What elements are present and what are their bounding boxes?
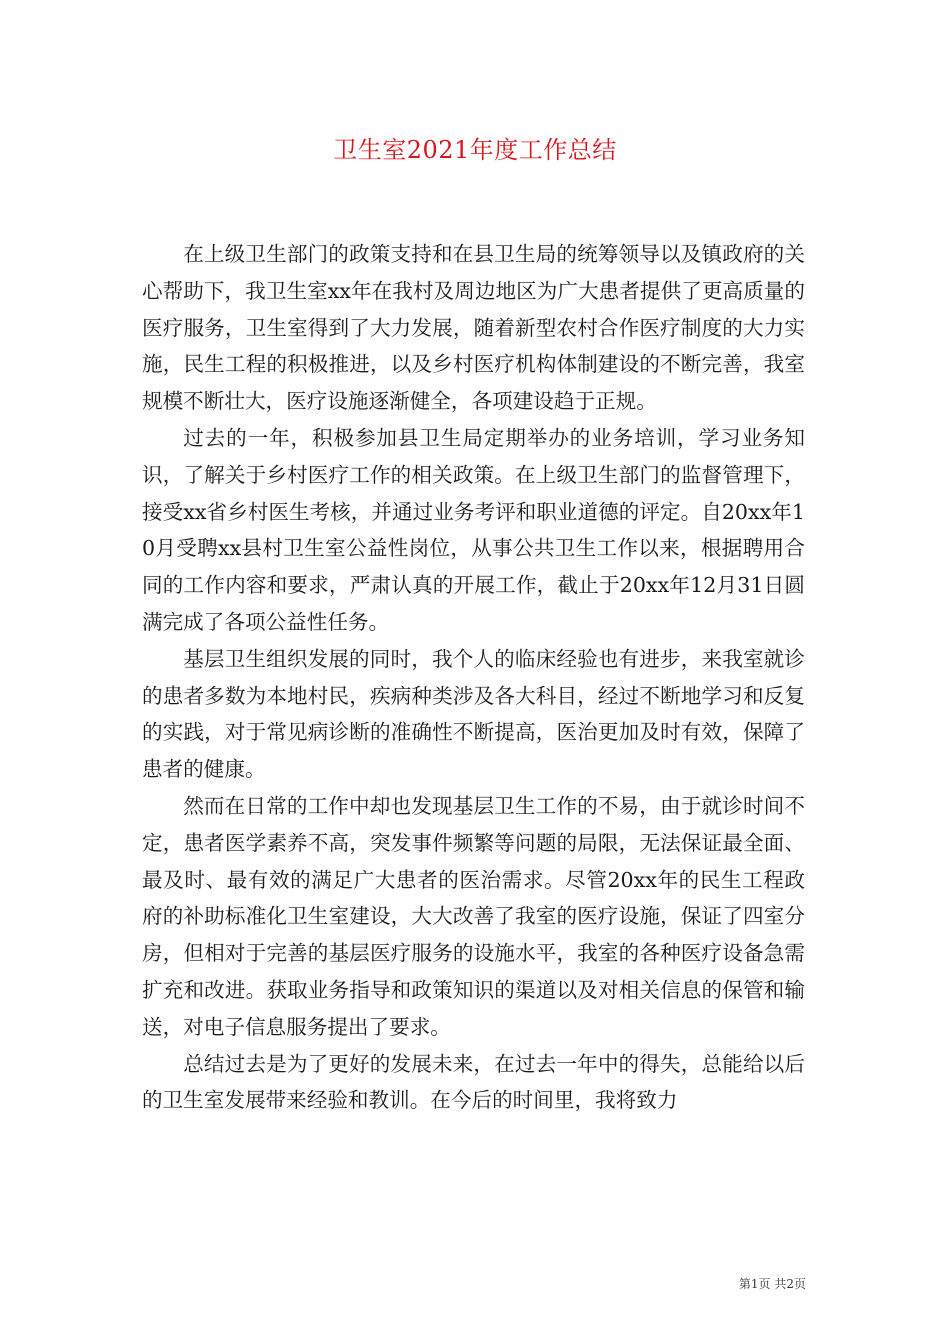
document-body (142, 236, 805, 1119)
paragraph-5: 总结过去是为了更好的发展未来，在过去一年中的得失，总能给以后的卫生室发展带来经验和教训。在今后的时间里，我将致力 (142, 1051, 805, 1113)
paragraph-1: 在上级卫生部门的政策支持和在县卫生局的统筹领导以及镇政府的关心帮助下，我卫生室xx年在我村及周边地区为广大患者提供了更高质量的医疗服务，卫生室得到了大力发展，随着新型农村合作医疗制度的大力实施，民生工程的积极推进，以及乡村医疗机构体制建设的不断完善，我室规模不断壮大，医疗设施逐渐健全，各项建设趋于正规。 (142, 242, 805, 414)
page-number: 第1页 共2页 (738, 1277, 806, 1291)
paragraph-3: 基层卫生组织发展的同时，我个人的临床经验也有进步，来我室就诊的患者多数为本地村民，疾病种类涉及各大科目，经过不断地学习和反复的实践，对于常见病诊断的准确性不断提高，医治更加及时有效，保障了患者的健康。 (142, 646, 805, 782)
page-title: 卫生室2021年度工作总结 (333, 136, 617, 164)
paragraph-2: 过去的一年，积极参加县卫生局定期举办的业务培训，学习业务知识，了解关于乡村医疗工作的相关政策。在上级卫生部门的监督管理下，接受xx省乡村医生考核，并通过业务考评和职业道德的评定。自20xx年10月受聘xx县村卫生室公益性岗位，从事公共卫生工作以来，根据聘用合同的工作内容和要求，严肃认真的开展工作，截止于20xx年12月31日圆满完成了各项公益性任务。 (142, 425, 805, 634)
paragraph-4: 然而在日常的工作中却也发现基层卫生工作的不易，由于就诊时间不定，患者医学素养不高，突发事件频繁等问题的局限，无法保证最全面、最及时、最有效的满足广大患者的医治需求。尽管20xx年的民生工程政府的补助标准化卫生室建设，大大改善了我室的医疗设施，保证了四室分房，但相对于完善的基层医疗服务的设施水平，我室的各种医疗设备急需扩充和改进。获取业务指导和政策知识的渠道以及对相关信息的保管和输送，对电子信息服务提出了要求。 (142, 793, 805, 1039)
